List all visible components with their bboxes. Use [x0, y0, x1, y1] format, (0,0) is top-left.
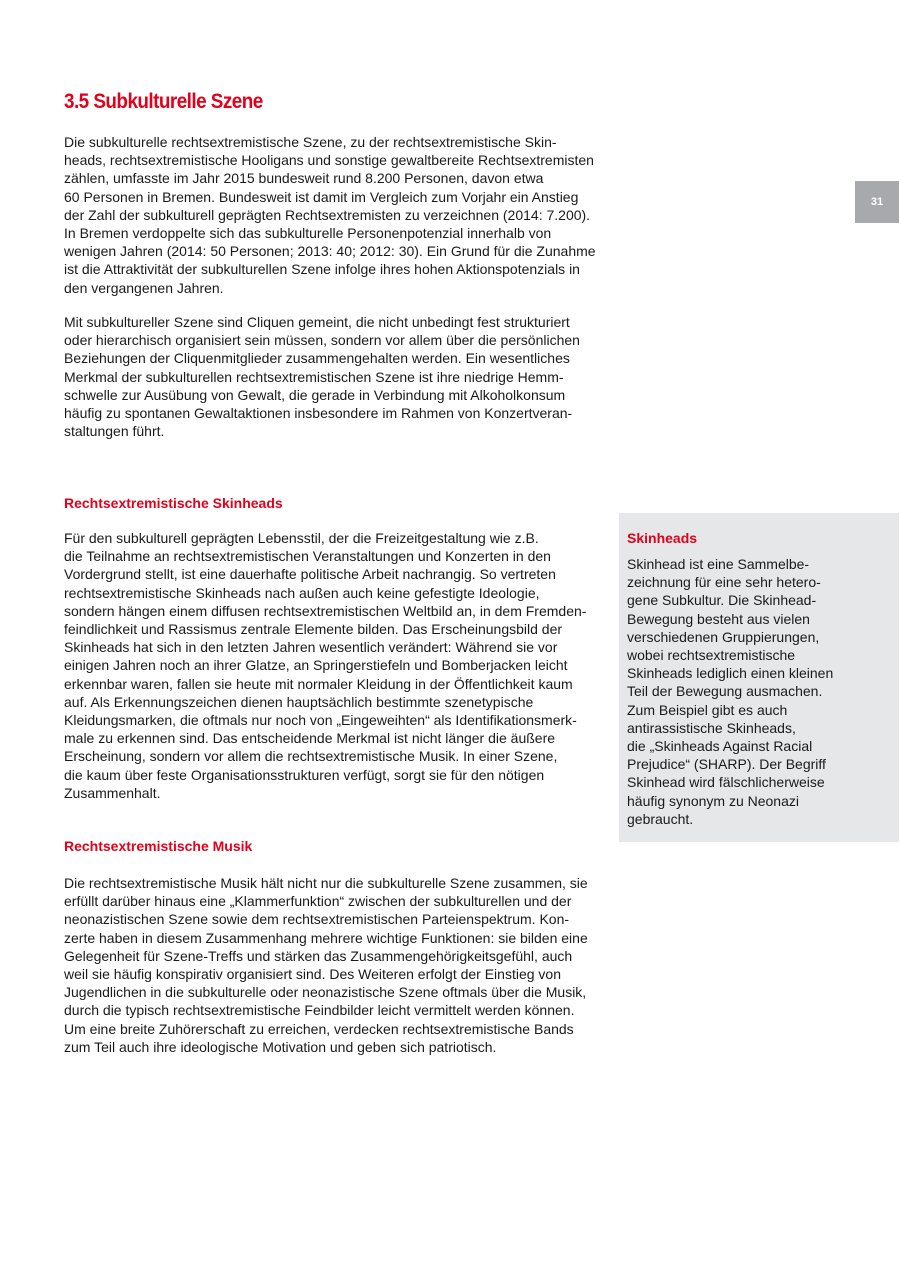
text-line: der Zahl der subkulturell geprägten Rechtsextremisten zu verzeichnen (2014: 7.200). [64, 206, 591, 223]
text-line: Merkmal der subkulturellen rechtsextremistischen Szene ist ihre niedrige Hemm- [64, 368, 564, 385]
text-line: einigen Jahren noch an ihrer Glatze, an Springerstiefeln und Bomberjacken leicht [64, 657, 568, 674]
skinheads-paragraph [64, 529, 624, 802]
text-line: häufig synonym zu Neonazi [627, 792, 799, 809]
text-line: antirassistische Skinheads, [627, 719, 796, 736]
text-line: Erscheinung, sondern vor allem die rechtsextremistische Musik. In einer Szene, [64, 748, 558, 765]
text-line: Die subkulturelle rechtsextremistische Szene, zu der rechtsextremistische Skin- [64, 134, 557, 150]
text-line: den vergangenen Jahren. [64, 279, 224, 296]
text-line: gebraucht. [627, 810, 694, 827]
text-line: Beziehungen der Cliquenmitglieder zusammengehalten werden. Ein wesentliches [64, 350, 570, 367]
text-line: Gelegenheit für Szene-Treffs und stärken das Zusammengehörigkeitsgefühl, auch [64, 947, 573, 964]
text-line: wobei rechtsextremistische [627, 647, 796, 664]
text-line: Prejudice“ (SHARP). Der Begriff [627, 756, 826, 773]
text-line: die „Skinheads Against Racial [627, 738, 813, 755]
text-line: erfüllt darüber hinaus eine „Klammerfunktion“ zwischen der subkulturellen und der [64, 893, 572, 910]
text-line: häufig zu spontanen Gewaltaktionen insbesondere im Rahmen von Konzertveran- [64, 405, 573, 422]
text-line: zum Teil auch ihre ideologische Motivation und geben sich patriotisch. [64, 1038, 497, 1055]
text-line: Bewegung besteht aus vielen [627, 610, 810, 627]
page-number-tab [855, 181, 899, 223]
text-line: durch die typisch rechtsextremistische Feindbilder leicht vermittelt werden können. [64, 1002, 575, 1019]
text-line: auf. Als Erkennungszeichen dienen hauptsächlich bestimmte szenetypische [64, 693, 534, 710]
text-line: Jugendlichen in die subkulturelle oder neonazistische Szene oftmals über die Musik, [64, 984, 587, 1001]
text-line: Vordergrund stellt, ist eine dauerhafte politische Arbeit nachrangig. So vertreten [64, 566, 556, 583]
text-line: weil sie häufig konspirativ organisiert sind. Des Weiteren erfolgt der Einstieg von [64, 966, 561, 983]
cliquen-paragraph [64, 313, 624, 440]
musik-heading: Rechtsextremistische Musik [64, 838, 253, 854]
text-line: schwelle zur Ausübung von Gewalt, die gerade in Verbindung mit Alkoholkonsum [64, 386, 566, 403]
text-line: Mit subkultureller Szene sind Cliquen gemeint, die nicht unbedingt fest strukturiert [64, 314, 570, 330]
text-line: Skinhead ist eine Sammelbe- [627, 556, 810, 572]
page-number: 31 [870, 196, 884, 208]
text-line: feindlichkeit und Rassismus zentrale Elemente bilden. Das Erscheinungsbild der [64, 621, 563, 638]
text-line: Kleidungsmarken, die oftmals nur noch von „Eingeweihten“ als Identifikationsmerk- [64, 712, 577, 729]
text-line: Zum Beispiel gibt es auch [627, 701, 788, 718]
skinheads-info-box [619, 513, 899, 842]
text-line: rechtsextremistische Skinheads nach außen auch keine gefestigte Ideologie, [64, 584, 540, 601]
skinheads-heading: Rechtsextremistische Skinheads [64, 495, 283, 511]
text-line: Die rechtsextremistische Musik hält nicht nur die subkulturelle Szene zusammen, sie [64, 875, 588, 891]
text-line: Teil der Bewegung ausmachen. [627, 683, 823, 700]
text-line: die kaum über feste Organisationsstrukturen verfügt, sorgt sie für den nötigen [64, 766, 545, 783]
text-line: zeichnung für eine sehr hetero- [627, 574, 821, 591]
text-line: Zusammenhalt. [64, 784, 161, 801]
text-line: male zu erkennen sind. Das entscheidende Merkmal ist nicht länger die äußere [64, 730, 556, 747]
text-line: sondern hängen einem diffusen rechtsextremistischen Weltbild an, in dem Fremden- [64, 602, 587, 619]
text-line: Skinheads hat sich in den letzten Jahren wesentlich verändert: Während sie vor [64, 639, 558, 656]
text-line: oder hierarchisch organisiert sein müssen, sondern vor allem über die persönlichen [64, 332, 580, 349]
text-line: neonazistischen Szene sowie dem rechtsextremistischen Parteienspektrum. Kon- [64, 911, 570, 928]
text-line: 60 Personen in Bremen. Bundesweit ist damit im Vergleich zum Vorjahr ein Anstieg [64, 188, 579, 205]
info-box-text [627, 555, 891, 828]
text-line: staltungen führt. [64, 423, 165, 440]
text-line: zerte haben in diesem Zusammenhang mehrere wichtige Funktionen: sie bilden eine [64, 929, 588, 946]
text-line: heads, rechtsextremistische Hooligans und sonstige gewaltbereite Rechtsextremisten [64, 152, 594, 169]
text-line: verschiedenen Gruppierungen, [627, 628, 820, 645]
text-line: Skinhead wird fälschlicherweise [627, 774, 825, 791]
text-line: Um eine breite Zuhörerschaft zu erreichen, verdecken rechtsextremistische Bands [64, 1020, 574, 1037]
text-line: wenigen Jahren (2014: 50 Personen; 2013: 40; 2012: 30). Ein Grund für die Zunahme [64, 243, 596, 260]
text-line: Skinheads lediglich einen kleinen [627, 665, 834, 682]
text-line: gene Subkultur. Die Skinhead- [627, 592, 817, 609]
intro-paragraph [64, 133, 624, 297]
text-line: zählen, umfasste im Jahr 2015 bundesweit rund 8.200 Personen, davon etwa [64, 170, 544, 187]
musik-paragraph [64, 874, 624, 1056]
text-line: In Bremen verdoppelte sich das subkulturelle Personenpotenzial innerhalb von [64, 225, 552, 242]
text-line: erkennbar waren, fallen sie heute mit normaler Kleidung in der Öffentlichkeit kaum [64, 675, 573, 692]
info-box-title: Skinheads [627, 530, 698, 546]
text-line: die Teilnahme an rechtsextremistischen Veranstaltungen und Konzerten in den [64, 548, 551, 565]
section-title: 3.5 Subkulturelle Szene [64, 90, 263, 113]
text-line: Für den subkulturell geprägten Lebensstil, der die Freizeitgestaltung wie z.B. [64, 530, 539, 546]
text-line: ist die Attraktivität der subkulturellen Szene infolge ihres hohen Aktionspotenzials in [64, 261, 580, 278]
